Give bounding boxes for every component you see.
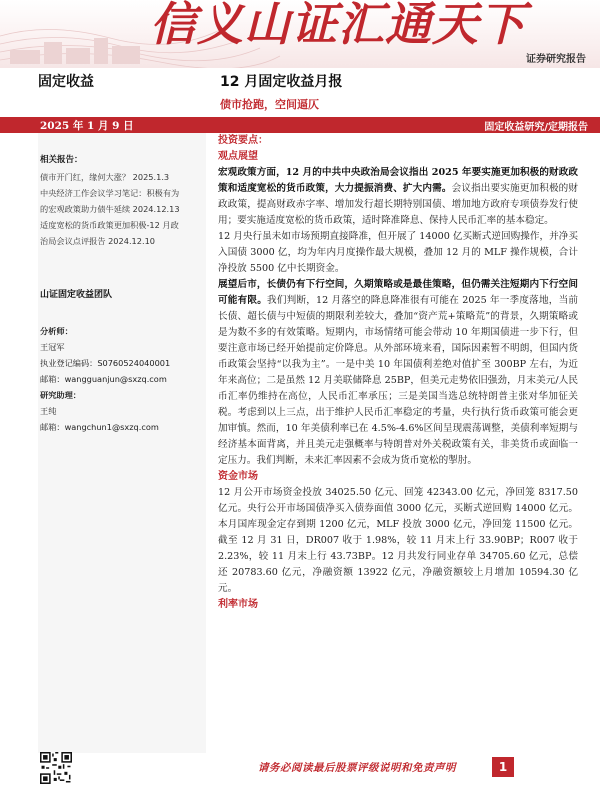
paragraph-outlook <box>218 277 578 469</box>
related-report-item[interactable]: 中央经济工作会议学习笔记：积极有为 <box>40 188 180 198</box>
related-reports-title: 相关报告： <box>40 155 83 165</box>
report-type-label: 证券研究报告 <box>526 54 586 65</box>
report-subtitle: 债市抢跑，空间逼仄 <box>220 98 319 111</box>
related-report-item[interactable]: 治局会议点评报告 2024.12.10 <box>40 236 155 246</box>
investment-points-title: 投资要点： <box>218 135 268 146</box>
date-bar <box>0 117 600 133</box>
analyst-block <box>40 323 205 435</box>
section-rates-title: 利率市场 <box>218 599 258 610</box>
report-date: 2025 年 1 月 9 日 <box>40 120 134 132</box>
section-outlook-title: 观点展望 <box>218 151 258 162</box>
paragraph-central-bank: 12 月央行虽未如市场预期直接降准，但开展了 14000 亿买断式逆回购操作，并净买入国债 3000 亿，均为年内月度操作最大规模，叠加 12 月的 MLF 操作规模，合计净投放 5500 亿中长期资金。 <box>218 231 578 274</box>
section-money-market-title: 资金市场 <box>218 471 258 482</box>
team-title: 山证固定收益团队 <box>40 290 113 300</box>
analyst-email[interactable]: 邮箱：wangguanjun@sxzq.com <box>40 374 167 384</box>
paragraph-macro <box>218 165 578 229</box>
title-row <box>0 69 600 113</box>
report-series: 固定收益研究/定期报告 <box>484 122 588 133</box>
report-category: 固定收益 <box>38 74 94 90</box>
page-number: 1 <box>492 757 514 777</box>
paragraph-money-market: 12 月公开市场资金投放 34025.50 亿元、回笼 42343.00 亿元，净回笼 8317.50 亿元。央行公开市场国债净买入债券面值 3000 亿元，买断式逆回购 14000 亿元。本月国库现金定存到期 1200 亿元，MLF 投放 3000 亿元，净回笼 11500 亿元。截至 12 月 31 日，DR007 收于 1.98%，较 11 月末上行 33.90BP；R007 收于 2.23%，较 11 月末上行 43.73BP。12 月共发行同业存单 34705.60 亿元，总偿还 20783.60 亿元，净融资额 13922 亿元，净融资额较上月增加 10594.30 亿元。 <box>218 487 578 594</box>
related-report-item[interactable]: 的宏观政策助力债牛延续 2024.12.13 <box>40 204 180 214</box>
analyst-name: 王冠军 <box>40 342 65 352</box>
analyst-label: 分析师： <box>40 326 73 336</box>
sidebar <box>38 133 206 753</box>
related-report-item[interactable]: 债市开门红，缘何大涨？ 2025.1.3 <box>40 172 170 182</box>
page-footer <box>0 748 600 800</box>
main-content <box>218 133 578 613</box>
related-report-item[interactable]: 适度宽松的货币政策更加积极-12 月政 <box>40 220 179 230</box>
paragraph-macro-body: 会议指出要实施更加积极的财政政策，提高财政赤字率、增加发行超长期特别国债、增加地方政府专项债券发行使用；要实施适度宽松的货币政策，适时降准降息、保持人民币汇率的基本稳定。 <box>218 183 579 226</box>
paragraph-macro-lead: 宏观政策方面，12 月的中共中央政治局会议指出 2025 年要实施更加积极的财政政策和适度宽松的货币政策，大力提振消费、扩大内需。 <box>218 167 578 194</box>
brand-banner <box>0 0 600 68</box>
paragraph-outlook-lead: 展望后市，长债仍有下行空间，久期策略或是最佳策略，但仍需关注短期内下行空间可能有限。 <box>218 279 578 306</box>
analyst-cert: 执业登记编码：S0760524040001 <box>40 358 171 368</box>
assistant-email[interactable]: 邮箱：wangchun1@sxzq.com <box>40 422 159 432</box>
disclaimer-text: 请务必阅读最后股票评级说明和免责声明 <box>258 762 456 774</box>
assistant-label: 研究助理： <box>40 390 81 400</box>
brand-slogan: 信义山证汇通天下 <box>150 0 526 51</box>
assistant-name: 王纯 <box>40 406 57 416</box>
report-title: 12 月固定收益月报 <box>220 74 343 90</box>
related-reports-list <box>40 169 205 249</box>
qr-code-icon[interactable] <box>40 752 72 784</box>
paragraph-outlook-body: 我们判断，12 月落空的降息降准很有可能在 2025 年一季度落地，当前长债、超长债与中短债的期限利差较大，叠加“资产荒+策略荒”的背景，久期策略或是为数不多的有效策略。短期内，市场情绪可能会带动 10 年期国债进一步下行，但要注意市场已经开始提前定价降息。从外部环境来看，国际因素暂不明朗，但国内货币政策会坚持“以我为主”。一是中美 10 年国债利差绝对值扩至 300BP 左右，为近年来高位；二是虽然 12 月美联储降息 25BP，但美元走势依旧强劲，月末美元/人民币汇率仍维持在高位，人民币汇率承压；三是美国当选总统特朗普主张对华加征关税。考虑到以上三点，出于维护人民币汇率稳定的考量，央行执行货币政策可能会更加审慎。然而，10 年美债利率已在 4.5%-4.6%区间呈现震荡调整，美债利率短期与经济基本面背离，并且美元走强概率与特朗普对外关税政策有关，非美货币或面临一定压力。我们判断，未来汇率因素不会成为货币宽松的掣肘。 <box>218 295 578 466</box>
